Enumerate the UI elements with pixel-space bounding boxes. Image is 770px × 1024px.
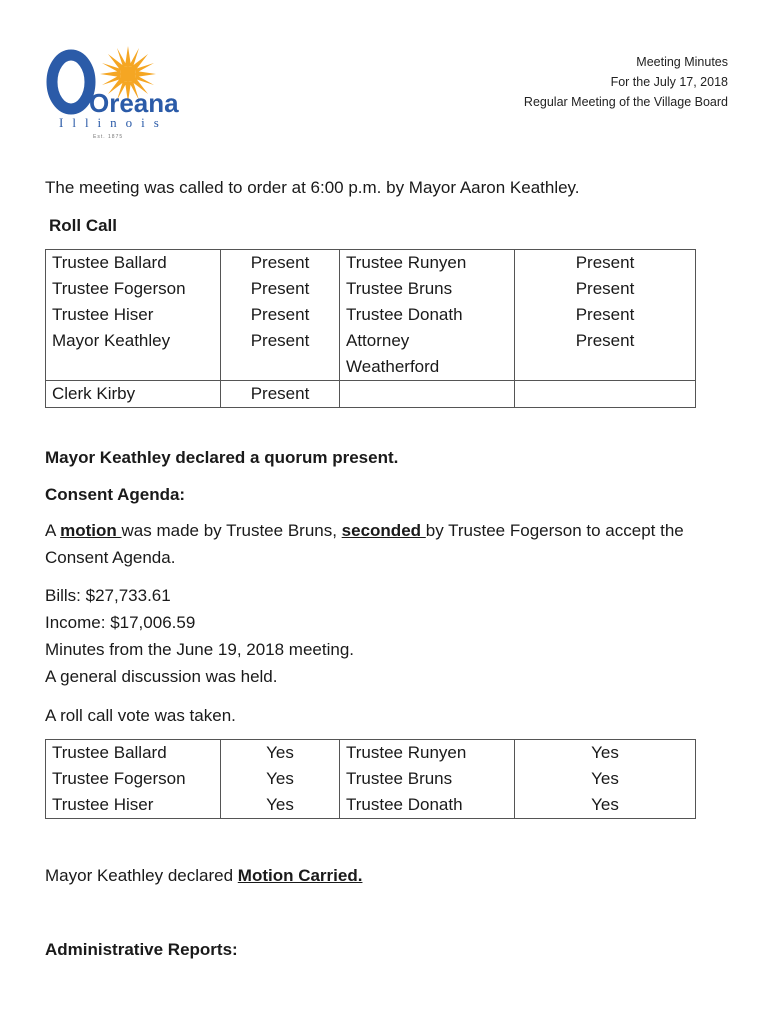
- document-header: [524, 52, 728, 112]
- member-vote: Yes: [266, 743, 294, 762]
- bills-amount: Bills: $27,733.61: [45, 586, 171, 605]
- member-vote: Yes: [591, 795, 619, 814]
- header-line-3: Regular Meeting of the Village Board: [523, 95, 728, 109]
- member-status: Present: [575, 331, 635, 350]
- minutes-approval: Minutes from the June 19, 2018 meeting.: [45, 640, 355, 659]
- logo-text: Oreana: [89, 88, 179, 118]
- member-status: Present: [575, 279, 635, 298]
- income-amount: Income: $17,006.59: [45, 613, 196, 632]
- table-row: [46, 740, 696, 819]
- vote-table: [45, 739, 696, 819]
- seconded-label: seconded: [341, 521, 426, 540]
- member-name: Trustee Runyen: [346, 253, 467, 272]
- member-status: Present: [250, 305, 310, 324]
- member-status: Present: [575, 253, 635, 272]
- logo-state: Illinois: [59, 115, 168, 130]
- member-name: Attorney: [346, 331, 410, 350]
- member-name: Clerk Kirby: [46, 381, 221, 408]
- member-vote: Yes: [591, 769, 619, 788]
- table-row: [46, 381, 696, 408]
- roll-call-table: [45, 249, 696, 408]
- logo-est: Est. 1875: [93, 134, 124, 140]
- oreana-logo-icon: [45, 44, 190, 140]
- member-status: Present: [250, 331, 310, 350]
- member-status: Present: [575, 305, 635, 324]
- member-name: Trustee Ballard: [52, 743, 167, 762]
- village-logo: [45, 44, 190, 140]
- member-name: Trustee Fogerson: [52, 769, 186, 788]
- call-to-order: The meeting was called to order at 6:00 p.m. by Mayor Aaron Keathley.: [45, 178, 580, 197]
- member-vote: Yes: [266, 769, 294, 788]
- member-status: Present: [250, 279, 310, 298]
- motion-result: Mayor Keathley declared Motion Carried.: [45, 866, 363, 885]
- discussion-note: A general discussion was held.: [45, 667, 278, 686]
- member-name: Trustee Bruns: [346, 279, 453, 298]
- quorum-statement: Mayor Keathley declared a quorum present.: [45, 448, 399, 467]
- member-name: Mayor Keathley: [52, 331, 171, 350]
- motion-statement: A motion was made by Trustee Bruns, seconded by Trustee Fogerson to accept the: [45, 521, 684, 540]
- member-name: Trustee Fogerson: [52, 279, 186, 298]
- member-name: Trustee Ballard: [52, 253, 167, 272]
- member-status: Present: [221, 381, 340, 408]
- member-name: Trustee Hiser: [52, 305, 154, 324]
- header-line-1: Meeting Minutes: [636, 55, 728, 69]
- administrative-reports-heading: Administrative Reports:: [45, 940, 238, 959]
- consent-agenda-heading: Consent Agenda:: [45, 485, 186, 504]
- motion-carried-label: Motion Carried.: [237, 866, 363, 885]
- member-vote: Yes: [266, 795, 294, 814]
- member-name: Trustee Hiser: [52, 795, 154, 814]
- roll-call-heading: Roll Call: [49, 216, 118, 235]
- member-name: Trustee Donath: [346, 305, 463, 324]
- member-name: Trustee Bruns: [346, 769, 453, 788]
- member-name: Trustee Runyen: [346, 743, 467, 762]
- roll-call-vote-intro: A roll call vote was taken.: [45, 706, 236, 725]
- member-vote: Yes: [591, 743, 619, 762]
- member-status: Present: [250, 253, 310, 272]
- member-name: Trustee Donath: [346, 795, 463, 814]
- motion-statement-cont: Consent Agenda.: [45, 548, 176, 567]
- motion-label: motion: [60, 521, 122, 540]
- table-row: [46, 250, 696, 381]
- member-name: Weatherford: [346, 357, 440, 376]
- header-line-2: For the July 17, 2018: [610, 75, 728, 89]
